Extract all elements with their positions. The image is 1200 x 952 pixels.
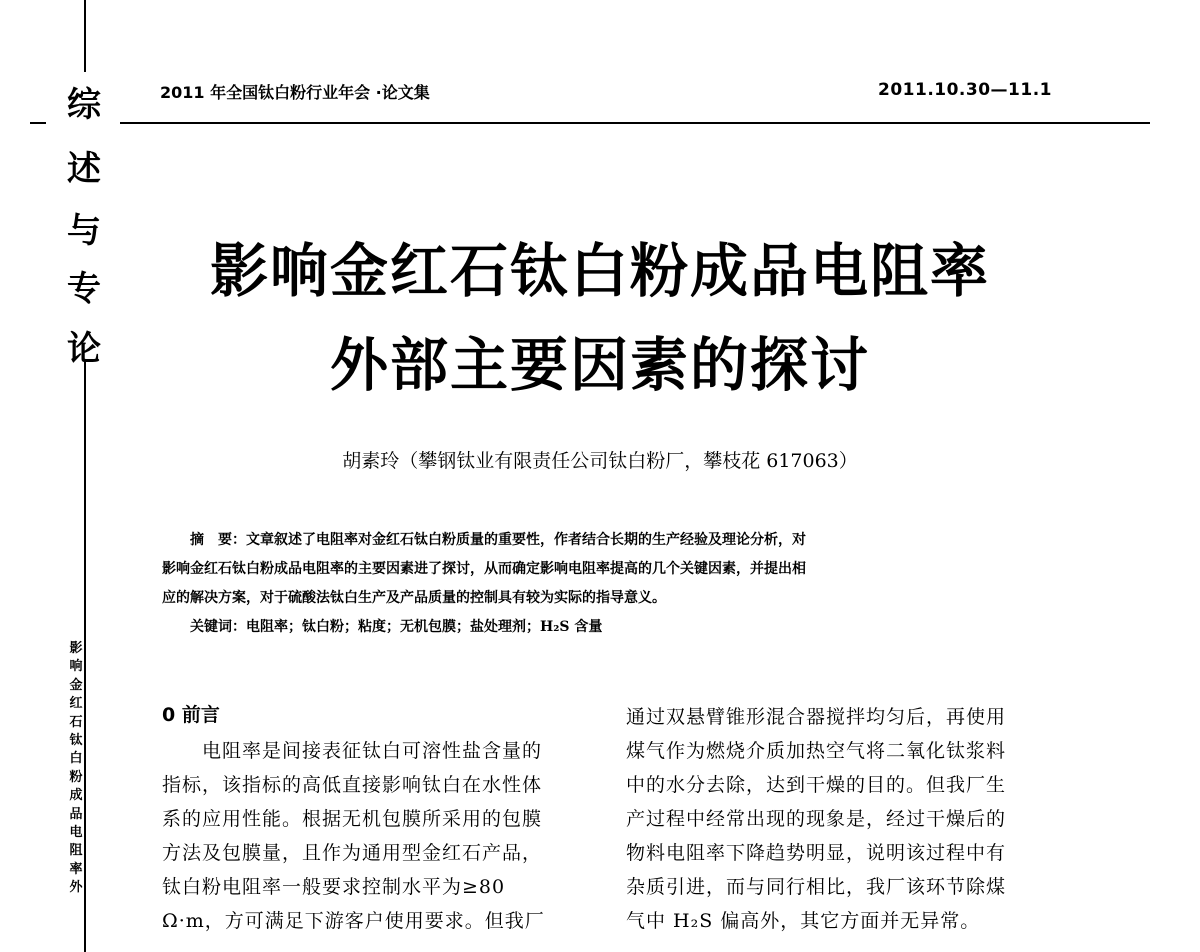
abstract-text-1: 文章叙述了电阻率对金红石钛白粉质量的重要性，作者结合长期的生产经验及理论分析，对	[246, 532, 806, 548]
header-rule	[120, 122, 1150, 124]
vtitle-char: 石	[69, 714, 83, 730]
section-heading: 0 前言	[162, 704, 220, 726]
abstract	[162, 526, 1042, 642]
vtitle-char: 影	[69, 641, 83, 656]
body-line: 煤气作为燃烧介质加热空气将二氧化钛浆料	[626, 740, 1007, 762]
header-conference: 2011 年全国钛白粉行业年会 ·论文集	[160, 83, 430, 102]
abstract-line-1	[162, 526, 1042, 555]
body-line: 通过双悬臂锥形混合器搅拌均匀后，再使用	[626, 706, 1007, 728]
body-line: 中的水分去除，达到干燥的目的。但我厂生	[626, 774, 1007, 796]
margin-rule-top	[84, 0, 86, 72]
keywords-label: 关键词：	[190, 619, 246, 635]
vtitle-char: 金	[69, 677, 83, 693]
sidebar-char-2: 述	[67, 149, 101, 189]
vtitle-char: 成	[69, 788, 83, 804]
body-line: 电阻率是间接表征钛白可溶性盐含量的	[162, 740, 543, 762]
sidebar-char-4: 专	[67, 269, 101, 309]
keywords-text: 电阻率；钛白粉；粘度；无机包膜；盐处理剂；H₂S 含量	[246, 619, 603, 635]
vtitle-char: 响	[69, 659, 83, 675]
header-date: 2011.10.30—11.1	[878, 80, 1052, 100]
vtitle-char: 粉	[69, 769, 83, 785]
body-line: 产过程中经常出现的现象是，经过干燥后的	[626, 808, 1007, 830]
vtitle-char: 阻	[69, 843, 83, 859]
vertical-running-title	[60, 640, 92, 898]
body-line: 物料电阻率下降趋势明显，说明该过程中有	[626, 842, 1007, 864]
body-line: 指标，该指标的高低直接影响钛白在水性体	[162, 774, 543, 796]
body-right-column	[626, 700, 1056, 938]
body-line: Ω·m，方可满足下游客户使用要求。但我厂	[162, 910, 545, 932]
body-line: 杂质引进，而与同行相比，我厂该环节除煤	[626, 876, 1007, 898]
abstract-label: 摘 要：	[190, 532, 246, 548]
keywords-line	[162, 613, 1042, 642]
vtitle-char: 品	[69, 806, 83, 822]
body-line: 气中 H₂S 偏高外，其它方面并无异常。	[626, 910, 981, 932]
vtitle-char: 外	[69, 880, 83, 896]
body-left-column	[162, 734, 582, 938]
sidebar-char-1: 综	[67, 85, 101, 125]
vtitle-char: 红	[69, 696, 83, 712]
abstract-line-3: 应的解决方案，对于硫酸法钛白生产及产品质量的控制具有较为实际的指导意义。	[162, 590, 666, 606]
sidebar-char-5: 论	[67, 329, 101, 369]
vtitle-char: 电	[69, 825, 83, 841]
abstract-line-2: 影响金红石钛白粉成品电阻率的主要因素进了探讨，从而确定影响电阻率提高的几个关键因素，并提出相	[162, 561, 806, 577]
vtitle-char: 钛	[69, 733, 83, 749]
body-line: 方法及包膜量，且作为通用型金红石产品，	[162, 842, 543, 864]
paper-title-line-1: 影响金红石钛白粉成品电阻率	[209, 237, 990, 305]
body-line: 钛白粉电阻率一般要求控制水平为≥80	[162, 876, 506, 898]
author-affiliation: 胡素玲（攀钢钛业有限责任公司钛白粉厂，攀枝花 617063）	[342, 450, 858, 472]
vtitle-char: 白	[69, 751, 83, 767]
header-rule-left	[30, 122, 46, 124]
body-line: 系的应用性能。根据无机包膜所采用的包膜	[162, 808, 543, 830]
sidebar-char-3: 与	[67, 211, 101, 251]
vtitle-char: 率	[69, 861, 83, 877]
paper-title-line-2: 外部主要因素的探讨	[329, 331, 870, 399]
